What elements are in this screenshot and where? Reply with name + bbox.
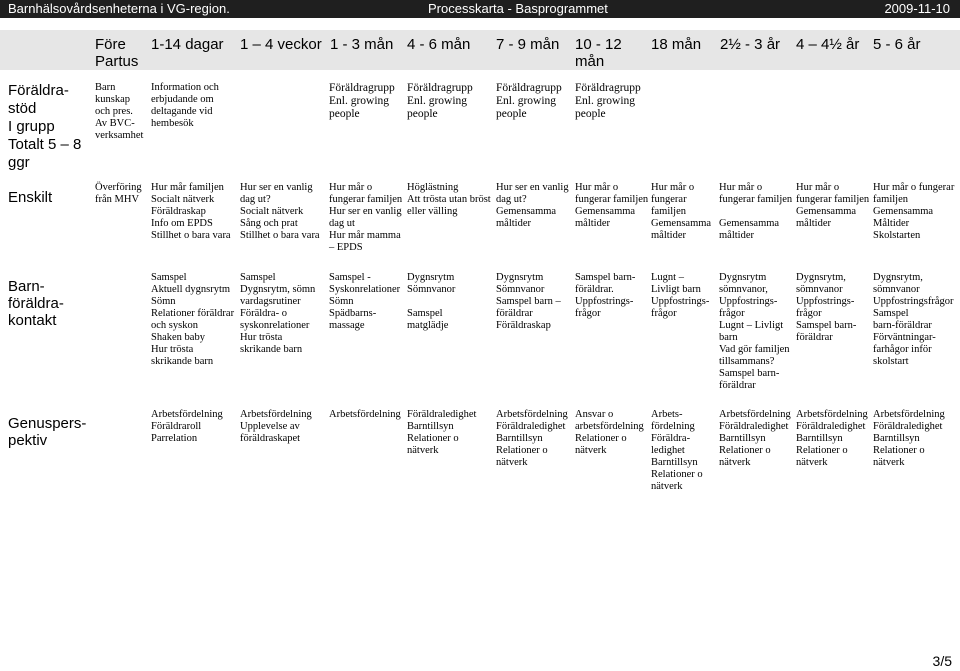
page-number: 3/5 [932, 653, 952, 669]
col-header-1-4-veckor: 1 – 4 veckor [240, 36, 322, 53]
col-header-1-3-man: 1 - 3 mån [330, 36, 394, 53]
col-header-2-3-ar: 2½ - 3 år [720, 36, 781, 53]
cell-r3-c5: Dygnsrytm Sömnvanor Samspel matglädje [407, 272, 456, 331]
cell-r1-c5: Föräldragrupp Enl. growing people [407, 82, 473, 120]
cell-r3-c11: Dygnsrytm, sömnvanor Uppfostringsfrågor Samspel barn-föräldrar Förväntningar- farhågor inför skolstart [873, 272, 954, 367]
cell-r2-c3: Hur ser en vanlig dag ut? Socialt nätverk Sång och prat Stillhet o bara vara [240, 182, 320, 241]
cell-r2-c1: Överföring från MHV [95, 182, 142, 205]
cell-r2-c8: Hur mår o fungerar familjen Gemensamma måltider [651, 182, 712, 241]
cell-r4-c10: Arbetsfördelning Föräldraledighet Barntillsyn Relationer o nätverk [796, 409, 868, 468]
header-organization: Barnhälsovårdsenheterna i VG-region. [8, 1, 230, 16]
cell-r1-c7: Föräldragrupp Enl. growing people [575, 82, 641, 120]
cell-r1-c4: Föräldragrupp Enl. growing people [329, 82, 395, 120]
cell-r2-c11: Hur mår o fungerar familjen Gemensamma Måltider Skolstarten [873, 182, 955, 241]
cell-r4-c7: Ansvar o arbetsfördelning Relationer o nätverk [575, 409, 644, 456]
row-label-barnforaldrakontakt: Barn- föräldra- kontakt [8, 278, 64, 329]
cell-r4-c8: Arbets- fördelning Föräldra- ledighet Barntillsyn Relationer o nätverk [651, 409, 703, 492]
cell-r3-c8: Lugnt – Livligt barn Uppfostrings- frågor [651, 272, 710, 319]
cell-r2-c4: Hur mår o fungerar familjen Hur ser en vanlig dag ut Hur mår mamma – EPDS [329, 182, 403, 253]
cell-r4-c6: Arbetsfördelning Föräldraledighet Barntillsyn Relationer o nätverk [496, 409, 568, 468]
cell-r2-c6: Hur ser en vanlig dag ut? Gemensamma måltider [496, 182, 569, 229]
cell-r3-c2: Samspel Aktuell dygnsrytm Sömn Relationer föräldrar och syskon Shaken baby Hur trösta skrikande barn [151, 272, 235, 367]
cell-r2-c5: Höglästning Att trösta utan bröst eller välling [407, 182, 491, 217]
cell-r1-c1: Barn kunskap och pres. Av BVC- verksamhet [95, 82, 144, 141]
cell-r3-c9: Dygnsrytm sömnvanor, Uppfostrings- frågor Lugnt – Livligt barn Vad gör familjen tillsammans? Samspel barn- föräldrar [719, 272, 790, 391]
cell-r4-c3: Arbetsfördelning Upplevelse av föräldraskapet [240, 409, 312, 444]
col-header-4-4-ar: 4 – 4½ år [796, 36, 860, 53]
col-header-4-6-man: 4 - 6 mån [407, 36, 471, 53]
col-header-fore-partus: Före Partus [95, 36, 139, 70]
cell-r2-c2: Hur mår familjen Socialt nätverk Föräldraskap Info om EPDS Stillhet o bara vara [151, 182, 231, 241]
cell-r3-c4: Samspel - Syskonrelationer Sömn Spädbarns- massage [329, 272, 401, 331]
row-label-foraldrastod: Föräldra- stöd I grupp Totalt 5 – 8 ggr [8, 82, 82, 171]
cell-r2-c9: Hur mår o fungerar familjen Gemensamma måltider [719, 182, 793, 241]
cell-r3-c10: Dygnsrytm, sömnvanor Uppfostrings- frågor Samspel barn- föräldrar [796, 272, 857, 343]
row-label-genusperspektiv: Genuspers- pektiv [8, 415, 87, 449]
cell-r3-c7: Samspel barn- föräldrar. Uppfostrings- frågor [575, 272, 636, 319]
col-header-7-9-man: 7 - 9 mån [496, 36, 560, 53]
col-header-10-12-man: 10 - 12 mån [575, 36, 622, 70]
col-header-5-6-ar: 5 - 6 år [873, 36, 921, 53]
col-header-18-man: 18 mån [651, 36, 702, 53]
cell-r3-c3: Samspel Dygnsrytm, sömn vardagsrutiner Föräldra- o syskonrelationer Hur trösta skrikande barn [240, 272, 316, 355]
header-date: 2009-11-10 [884, 1, 950, 16]
row-label-enskilt: Enskilt [8, 189, 53, 206]
cell-r2-c7: Hur mår o fungerar familjen Gemensamma måltider [575, 182, 649, 229]
cell-r4-c5: Föräldraledighet Barntillsyn Relationer o nätverk [407, 409, 477, 456]
cell-r4-c4: Arbetsfördelning [329, 409, 401, 420]
cell-r4-c11: Arbetsfördelning Föräldraledighet Barntillsyn Relationer o nätverk [873, 409, 945, 468]
cell-r4-c9: Arbetsfördelning Föräldraledighet Barntillsyn Relationer o nätverk [719, 409, 791, 468]
cell-r1-c6: Föräldragrupp Enl. growing people [496, 82, 562, 120]
cell-r2-c10: Hur mår o fungerar familjen Gemensamma måltider [796, 182, 870, 229]
cell-r3-c6: Dygnsrytm Sömnvanor Samspel barn – föräldrar Föräldraskap [496, 272, 561, 331]
header-bar [0, 0, 960, 18]
header-title: Processkarta - Basprogrammet [428, 1, 608, 16]
cell-r1-c2: Information och erbjudande om deltagande vid hembesök [151, 82, 219, 129]
col-header-1-14-dagar: 1-14 dagar [151, 36, 224, 53]
cell-r4-c2: Arbetsfördelning Föräldraroll Parrelation [151, 409, 223, 444]
